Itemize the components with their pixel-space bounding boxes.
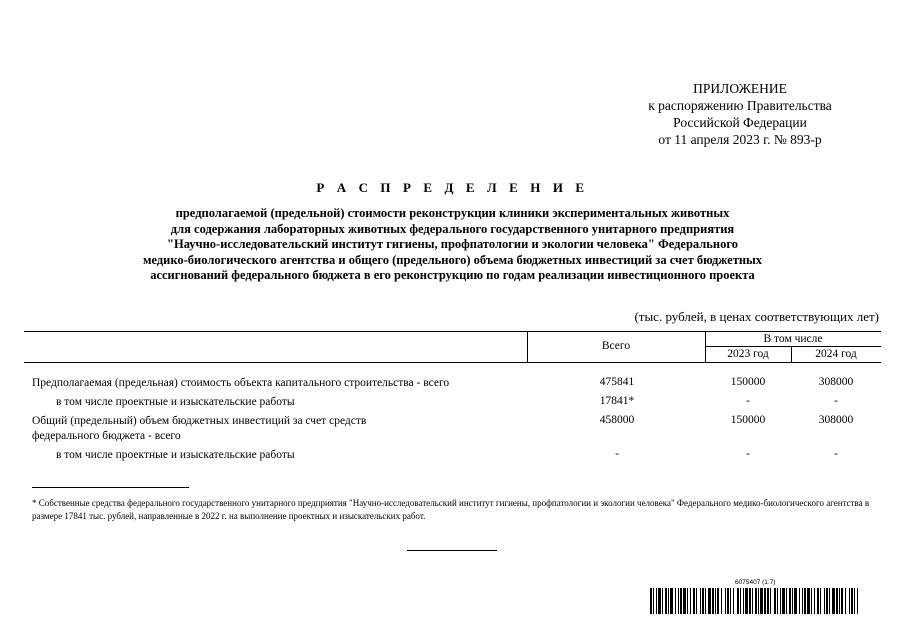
- barcode-bar: [693, 588, 695, 614]
- table-row-label-continued: федерального бюджета - всего: [32, 430, 181, 442]
- barcode-bar: [777, 588, 778, 614]
- barcode-bar: [802, 588, 803, 614]
- table-cell-total: 17841*: [599, 395, 635, 407]
- barcode-bar: [814, 588, 815, 614]
- barcode-bar: [702, 588, 704, 614]
- barcode-bar: [680, 588, 682, 614]
- table-row-label: в том числе проектные и изыскательские работы: [56, 449, 295, 461]
- document-heading: Р А С П Р Е Д Е Л Е Н И Е: [316, 180, 589, 195]
- barcode-bar: [740, 588, 741, 614]
- barcode-image: [650, 588, 860, 614]
- barcode-bar: [755, 588, 757, 614]
- header-including: В том числе: [763, 333, 823, 345]
- barcode-bar: [824, 588, 825, 614]
- table-row-label: Предполагаемая (предельная) стоимость объекта капитального строительства - всего: [32, 377, 450, 389]
- barcode-bar: [678, 588, 679, 614]
- barcode-bar: [786, 588, 787, 614]
- barcode-bar: [767, 588, 769, 614]
- barcode-bar: [841, 588, 843, 614]
- table-row-label: Общий (предельный) объем бюджетных инвестиций за счет средств: [32, 415, 367, 427]
- barcode-bar: [764, 588, 766, 614]
- barcode-bar: [653, 588, 654, 614]
- table-header-bottom-border: [24, 362, 881, 363]
- subtitle-line: предполагаемой (предельной) стоимости реконструкции клиники экспериментальных животных: [175, 206, 730, 220]
- table-top-border: [24, 331, 881, 332]
- barcode-bar: [656, 588, 657, 614]
- appendix-title: ПРИЛОЖЕНИЕ: [693, 81, 787, 96]
- subtitle-line: медико-биологического агентства и общего (предельного) объема бюджетных инвестиций за счет бюджетных: [142, 252, 763, 267]
- barcode-bar: [792, 588, 793, 614]
- barcode-bar: [749, 588, 751, 614]
- barcode-bar: [733, 588, 734, 614]
- barcode-bar: [832, 588, 835, 614]
- appendix-line-1: к распоряжению Правительства: [648, 98, 832, 113]
- barcode-bar: [658, 588, 661, 614]
- barcode-bar: [780, 588, 781, 614]
- table-cell-total: 475841: [599, 376, 635, 388]
- barcode-bar: [727, 588, 729, 614]
- barcode-bar: [705, 588, 706, 614]
- appendix-line-3: от 11 апреля 2023 г. № 893-р: [658, 132, 822, 147]
- subtitle-line: для содержания лабораторных животных федерального государственного унитарного предприятия: [170, 221, 735, 236]
- table-cell-total: -: [615, 448, 619, 460]
- barcode-bar: [670, 588, 673, 614]
- appendix-line-2: Российской Федерации: [673, 115, 807, 130]
- barcode-bar: [745, 588, 748, 614]
- barcode-bar: [789, 588, 791, 614]
- barcode-bar: [807, 588, 810, 614]
- header-2024: 2024 год: [815, 348, 857, 360]
- barcode-bar: [696, 588, 697, 614]
- table-cell-2024: 308000: [818, 414, 854, 426]
- barcode-bar: [708, 588, 711, 614]
- barcode-bar: [737, 588, 739, 614]
- table-cell-2024: -: [834, 448, 838, 460]
- barcode-bar: [752, 588, 753, 614]
- subtitle-line: "Научно-исследовательский институт гигиены, профпатологии и экологии человека" Федерального: [167, 237, 738, 252]
- header-total: Всего: [601, 340, 631, 352]
- barcode-bar: [730, 588, 731, 614]
- barcode-bar: [839, 588, 840, 614]
- barcode-bar: [770, 588, 771, 614]
- barcode-bar: [665, 588, 667, 614]
- table-cell-2023: -: [746, 448, 750, 460]
- barcode-bar: [854, 588, 855, 614]
- end-rule: [407, 550, 497, 551]
- units-note: (тыс. рублей, в ценах соответствующих лет): [634, 309, 879, 324]
- barcode-bar: [715, 588, 716, 614]
- barcode-bar: [811, 588, 812, 614]
- barcode-bar: [804, 588, 806, 614]
- footnote-separator: [32, 487, 189, 488]
- barcode-bar: [700, 588, 701, 614]
- barcode-bar: [650, 588, 652, 614]
- barcode-bar: [758, 588, 759, 614]
- barcode-bar: [829, 588, 830, 614]
- table-row-label: в том числе проектные и изыскательские работы: [56, 396, 295, 408]
- barcode-bar: [717, 588, 719, 614]
- barcode-bar: [849, 588, 850, 614]
- subtitle-line: ассигнований федерального бюджета в его реконструкцию по годам реализации инвестиционного проекта: [150, 268, 755, 283]
- barcode-bar: [725, 588, 726, 614]
- table-subheader-divider: [705, 346, 881, 347]
- barcode-bar: [683, 588, 686, 614]
- barcode-bar: [668, 588, 669, 614]
- header-2023: 2023 год: [727, 348, 769, 360]
- barcode-bar: [662, 588, 663, 614]
- barcode-bar: [836, 588, 838, 614]
- footnote: * Собственные средства федерального государственного унитарного предприятия "Научно-исследовательский институт гигиены, профпатологии и экологии человека" Федерального медико-биологического агентства в размере 17841 тыс. рублей, направленные в 2022 г. на выполнение проектных и изыскательских работ.: [32, 498, 870, 521]
- table-cell-total: 458000: [599, 414, 635, 426]
- barcode-bar: [760, 588, 763, 614]
- barcode-bar: [675, 588, 676, 614]
- barcode-bar: [845, 588, 846, 614]
- barcode-bar: [799, 588, 800, 614]
- table-cell-2023: 150000: [730, 376, 766, 388]
- barcode-bar: [743, 588, 744, 614]
- document-subtitle: [60, 206, 845, 284]
- barcode-bar: [794, 588, 797, 614]
- table-cell-2023: 150000: [730, 414, 766, 426]
- barcode-bar: [774, 588, 776, 614]
- barcode-number: 6075407 (1.7): [735, 579, 776, 586]
- barcode-bar: [712, 588, 714, 614]
- table-cell-2024: -: [834, 395, 838, 407]
- table-cell-2024: 308000: [818, 376, 854, 388]
- barcode-bar: [820, 588, 821, 614]
- barcode-bar: [826, 588, 828, 614]
- barcode-bar: [817, 588, 819, 614]
- barcode-bar: [690, 588, 691, 614]
- barcode-bar: [782, 588, 785, 614]
- barcode-bar: [721, 588, 722, 614]
- barcode-bar: [857, 588, 858, 614]
- appendix-block: [560, 80, 905, 148]
- barcode-bar: [687, 588, 688, 614]
- barcode-bar: [851, 588, 853, 614]
- table-cell-2023: -: [746, 395, 750, 407]
